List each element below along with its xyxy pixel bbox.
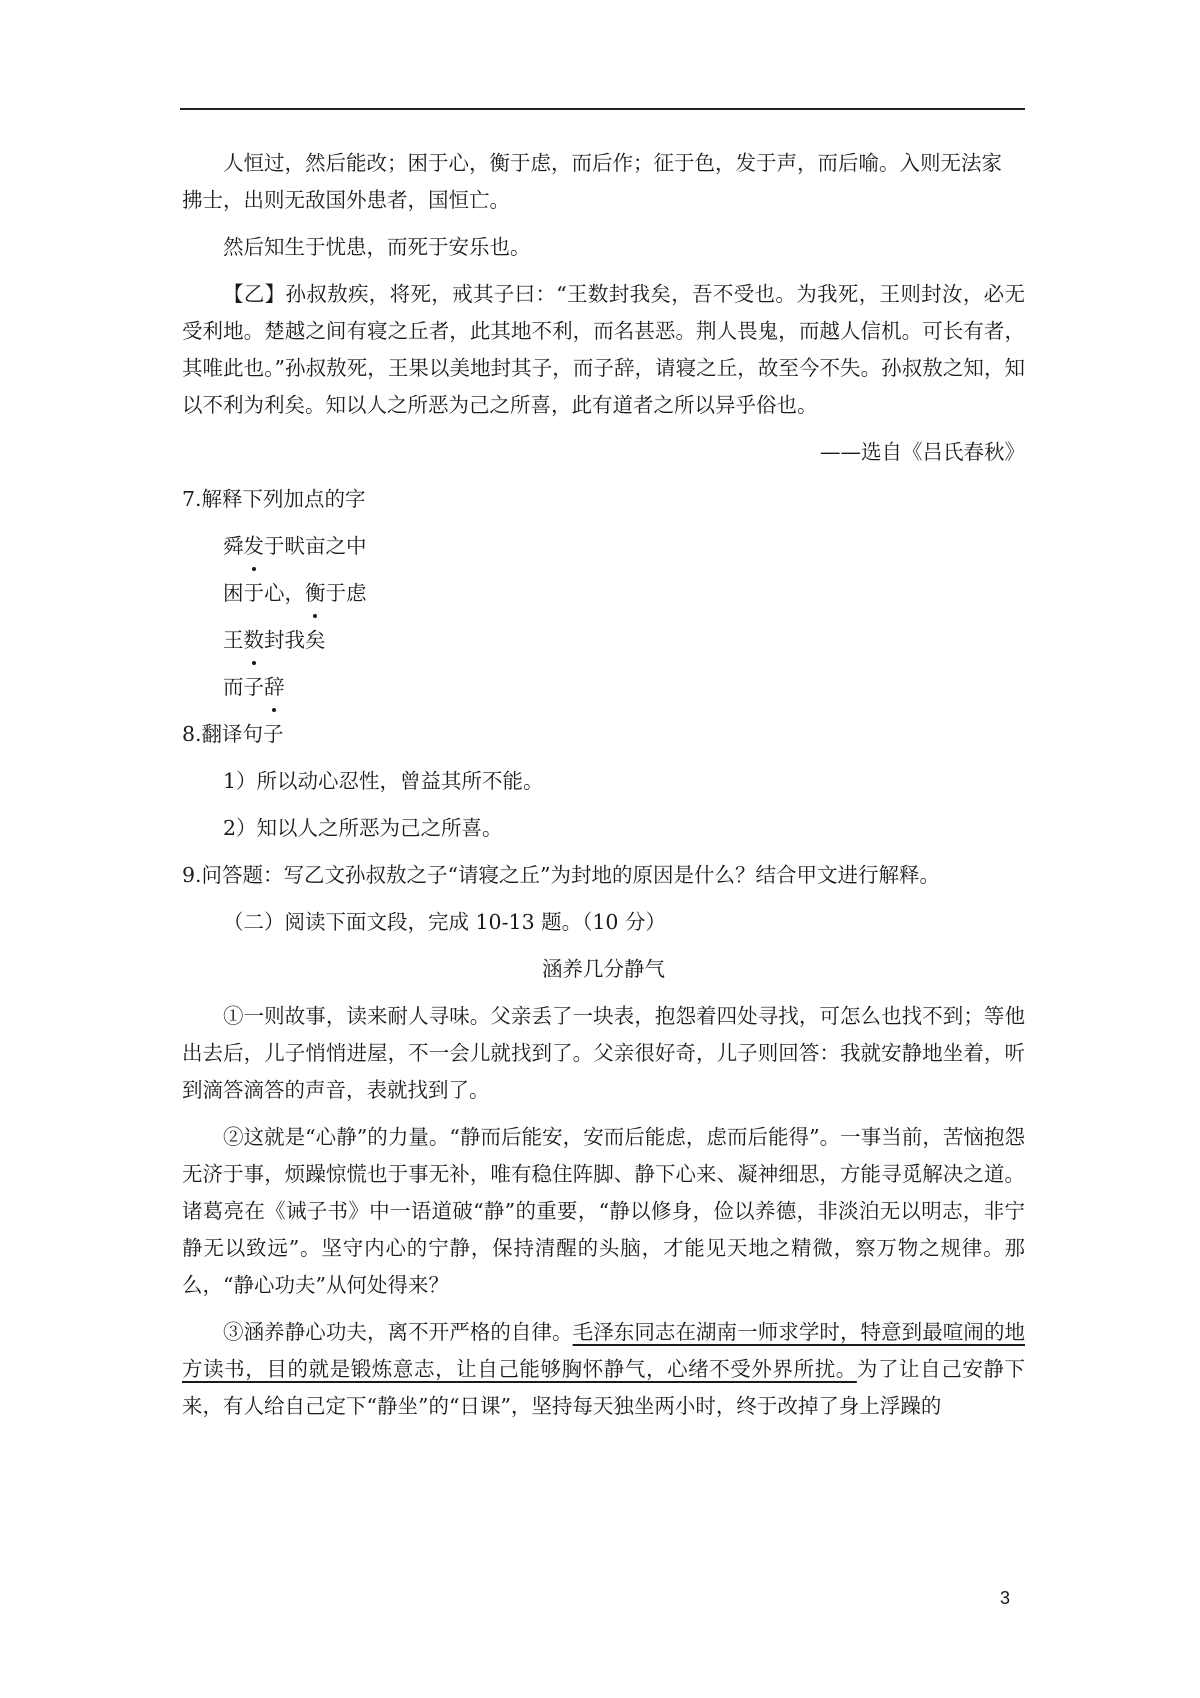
passage-yi: 【乙】孙叔敖疾，将死，戒其子曰：“王数封我矣，吾不受也。为我死，王则封汝，必无受利地。楚越之间有寝之丘者，此其地不利，而名甚恶。荆人畏鬼，而越人信机。可长有者，其唯此也。”孙叔敖死，王果以美地封其子，而子辞，请寝之丘，故至今不失。孙叔敖之知，知以不利为利矣。知以人之所恶为己之所喜，此有道者之所以异乎俗也。 bbox=[182, 282, 1025, 417]
q7-item: 而子辞 bbox=[182, 669, 1025, 706]
dotted-char: 辞 bbox=[264, 669, 285, 706]
q7-item: 王数封我矣 bbox=[182, 622, 1025, 659]
article-paragraph-2: ②这就是“心静”的力量。“静而后能安，安而后能虑，虑而后能得”。一事当前，苦恼抱怨无济于事，烦躁惊慌也于事无补，唯有稳住阵脚、静下心来、凝神细思，方能寻觅解决之道。诸葛亮在《诫子书》中一语道破“静”的重要，“静以修身，俭以养德，非淡泊无以明志，非宁静无以致远”。坚守内心的宁静，保持清醒的头脑，才能见天地之精微，察万物之规律。那么，“静心功夫”从何处得来？ bbox=[182, 1125, 1025, 1297]
section-2-heading: （二）阅读下面文段，完成 10-13 题。（10 分） bbox=[223, 910, 666, 934]
passage-yi-source: ——选自《吕氏春秋》 bbox=[820, 440, 1025, 464]
article-paragraph-1: ①一则故事，读来耐人寻味。父亲丢了一块表，抱怨着四处寻找，可怎么也找不到；等他出去后，儿子悄悄进屋，不一会儿就找到了。父亲很好奇，儿子则回答：我就安静地坐着，听到滴答滴答的声音，表就找到了。 bbox=[182, 1004, 1025, 1102]
article-title: 涵养几分静气 bbox=[542, 957, 665, 981]
header-rule bbox=[180, 108, 1025, 110]
dotted-char: 发 bbox=[244, 528, 265, 565]
passage-jia-conclusion: 然后知生于忧患，而死于安乐也。 bbox=[223, 235, 531, 259]
underlined-sentence: 毛泽东同志在湖南一师求学时，特意到最喧闹的地方读书，目的就是锻炼意志，让自己能够胸怀静气，心绪不受外界所扰。 bbox=[182, 1320, 1026, 1381]
q8-item: 1）所以动心忍性，曾益其所不能。 bbox=[223, 769, 544, 793]
question-9-title: 9.问答题：写乙文孙叔敖之子“请寝之丘”为封地的原因是什么？结合甲文进行解释。 bbox=[182, 863, 941, 887]
q8-item: 2）知以人之所恶为己之所喜。 bbox=[223, 816, 503, 840]
passage-jia-line: 人恒过，然后能改；困于心，衡于虑，而后作；征于色，发于声，而后喻。入则无法家 bbox=[223, 151, 1002, 175]
q7-item: 舜发于畎亩之中 bbox=[182, 528, 1025, 565]
page-body bbox=[182, 145, 1025, 1425]
page-number: 3 bbox=[1000, 1588, 1011, 1608]
question-7-title: 7.解释下列加点的字 bbox=[182, 487, 366, 511]
passage-jia-line: 拂士，出则无敌国外患者，国恒亡。 bbox=[182, 188, 510, 212]
question-8-title: 8.翻译句子 bbox=[182, 722, 284, 746]
dotted-char: 衡 bbox=[305, 575, 326, 612]
q7-item: 困于心，衡于虑 bbox=[182, 575, 1025, 612]
dotted-char: 数 bbox=[244, 622, 265, 659]
article-paragraph-3: ③涵养静心功夫，离不开严格的自律。毛泽东同志在湖南一师求学时，特意到最喧闹的地方读书，目的就是锻炼意志，让自己能够胸怀静气，心绪不受外界所扰。为了让自己安静下来，有人给自己定下“静坐”的“日课”，坚持每天独坐两小时，终于改掉了身上浮躁的 bbox=[182, 1320, 1026, 1418]
